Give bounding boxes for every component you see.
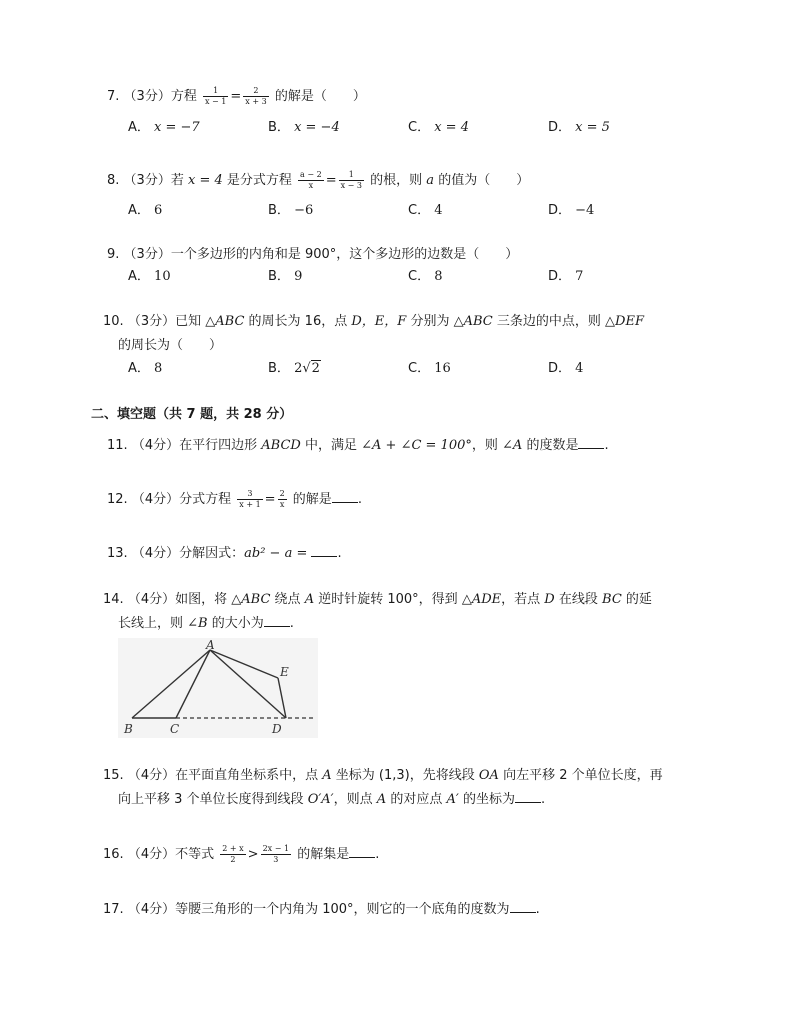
fraction: $\frac{2}{x}$ [279, 489, 285, 509]
fraction: $\frac{a - 2}{x}$ [300, 170, 322, 190]
question-7: 7. （3分）方程 $\frac{1}{x - 1}$ = $\frac{2}{x + 3}$ 的解是（ ） [107, 86, 366, 106]
option-a[interactable]: A． 6 [128, 203, 163, 218]
question-13: 13. （4分）分解因式：ab² − a = . [107, 546, 342, 561]
fraction: $\frac{1}{x - 1}$ [204, 86, 227, 106]
option-c[interactable]: C． x = 4 [408, 120, 469, 135]
question-score: （3分） [123, 89, 171, 104]
option-d[interactable]: D． 7 [548, 269, 584, 284]
question-11: 11. （4分）在平行四边形 ABCD 中，满足 ∠A + ∠C = 100°，则 ∠A 的度数是 . [107, 438, 609, 453]
answer-blank[interactable] [311, 544, 337, 557]
label-e: E [280, 665, 289, 679]
option-d[interactable]: D． 4 [548, 361, 584, 376]
label-a: A [206, 638, 215, 652]
question-8: 8. （3分）若 x = 4 是分式方程 $\frac{a - 2}{x}$ = $\frac{1}{x - 3}$ 的根，则 a 的值为（ ） [107, 170, 530, 190]
question-14-line2: 长线上，则 ∠B 的大小为 . [118, 616, 294, 631]
fraction: $\frac{3}{x + 1}$ [239, 489, 261, 509]
fraction: $\frac{2}{x + 3}$ [245, 86, 267, 106]
answer-blank[interactable] [264, 614, 290, 627]
option-a[interactable]: A． 8 [128, 361, 163, 376]
section-title: 二、填空题（共 7 题，共 28 分） [91, 407, 293, 422]
question-15-line2: 向上平移 3 个单位长度得到线段 O′A′，则点 A 的对应点 A′ 的坐标为 . [118, 792, 546, 807]
answer-blank[interactable] [515, 790, 541, 803]
option-c[interactable]: C． 8 [408, 269, 443, 284]
option-b[interactable]: B． 9 [268, 269, 303, 284]
question-10: 10. （3分）已知 △ABC 的周长为 16，点 D，E，F 分别为 △ABC 三条边的中点，则 △DEF [103, 314, 644, 329]
label-d: D [272, 722, 282, 736]
answer-blank[interactable] [332, 490, 358, 503]
option-b[interactable]: B． x = −4 [268, 120, 340, 135]
answer-blank[interactable] [510, 900, 536, 913]
question-9: 9. （3分）一个多边形的内角和是 900°，这个多边形的边数是（ ） [107, 247, 519, 262]
fraction: $\frac{1}{x - 3}$ [340, 170, 362, 190]
question-17: 17. （4分）等腰三角形的一个内角为 100°，则它的一个底角的度数为 . [103, 902, 540, 917]
question-number: 7. [107, 89, 120, 104]
option-c[interactable]: C． 16 [408, 361, 451, 376]
option-a[interactable]: A． x = −7 [128, 120, 200, 135]
option-b[interactable]: B． −6 [268, 203, 314, 218]
question-12: 12. （4分）分式方程 $\frac{3}{x + 1}$ = $\frac{2}{x}$ 的解是 . [107, 489, 362, 509]
fraction: $\frac{2x - 1}{3}$ [262, 844, 290, 864]
label-b: B [124, 722, 133, 736]
question-10-line2: 的周长为（ ） [118, 338, 223, 353]
label-c: C [170, 722, 180, 736]
geometry-figure [118, 638, 318, 738]
question-16: 16. （4分）不等式 $\frac{2 + x}{2}$ > $\frac{2x - 1}{3}$ 的解集是 . [103, 844, 380, 864]
option-d[interactable]: D． x = 5 [548, 120, 610, 135]
answer-blank[interactable] [578, 436, 604, 449]
question-15: 15. （4分）在平面直角坐标系中，点 A 坐标为 (1,3)，先将线段 OA 向左平移 2 个单位长度，再 [103, 768, 663, 783]
option-a[interactable]: A． 10 [128, 269, 171, 284]
answer-blank[interactable] [349, 845, 375, 858]
question-14: 14. （4分）如图，将 △ABC 绕点 A 逆时针旋转 100°，得到 △ADE，若点 D 在线段 BC 的延 [103, 592, 652, 607]
option-b[interactable]: B． 2√2 [268, 361, 320, 376]
fraction: $\frac{2 + x}{2}$ [222, 844, 244, 864]
option-c[interactable]: C． 4 [408, 203, 443, 218]
option-d[interactable]: D． −4 [548, 203, 595, 218]
